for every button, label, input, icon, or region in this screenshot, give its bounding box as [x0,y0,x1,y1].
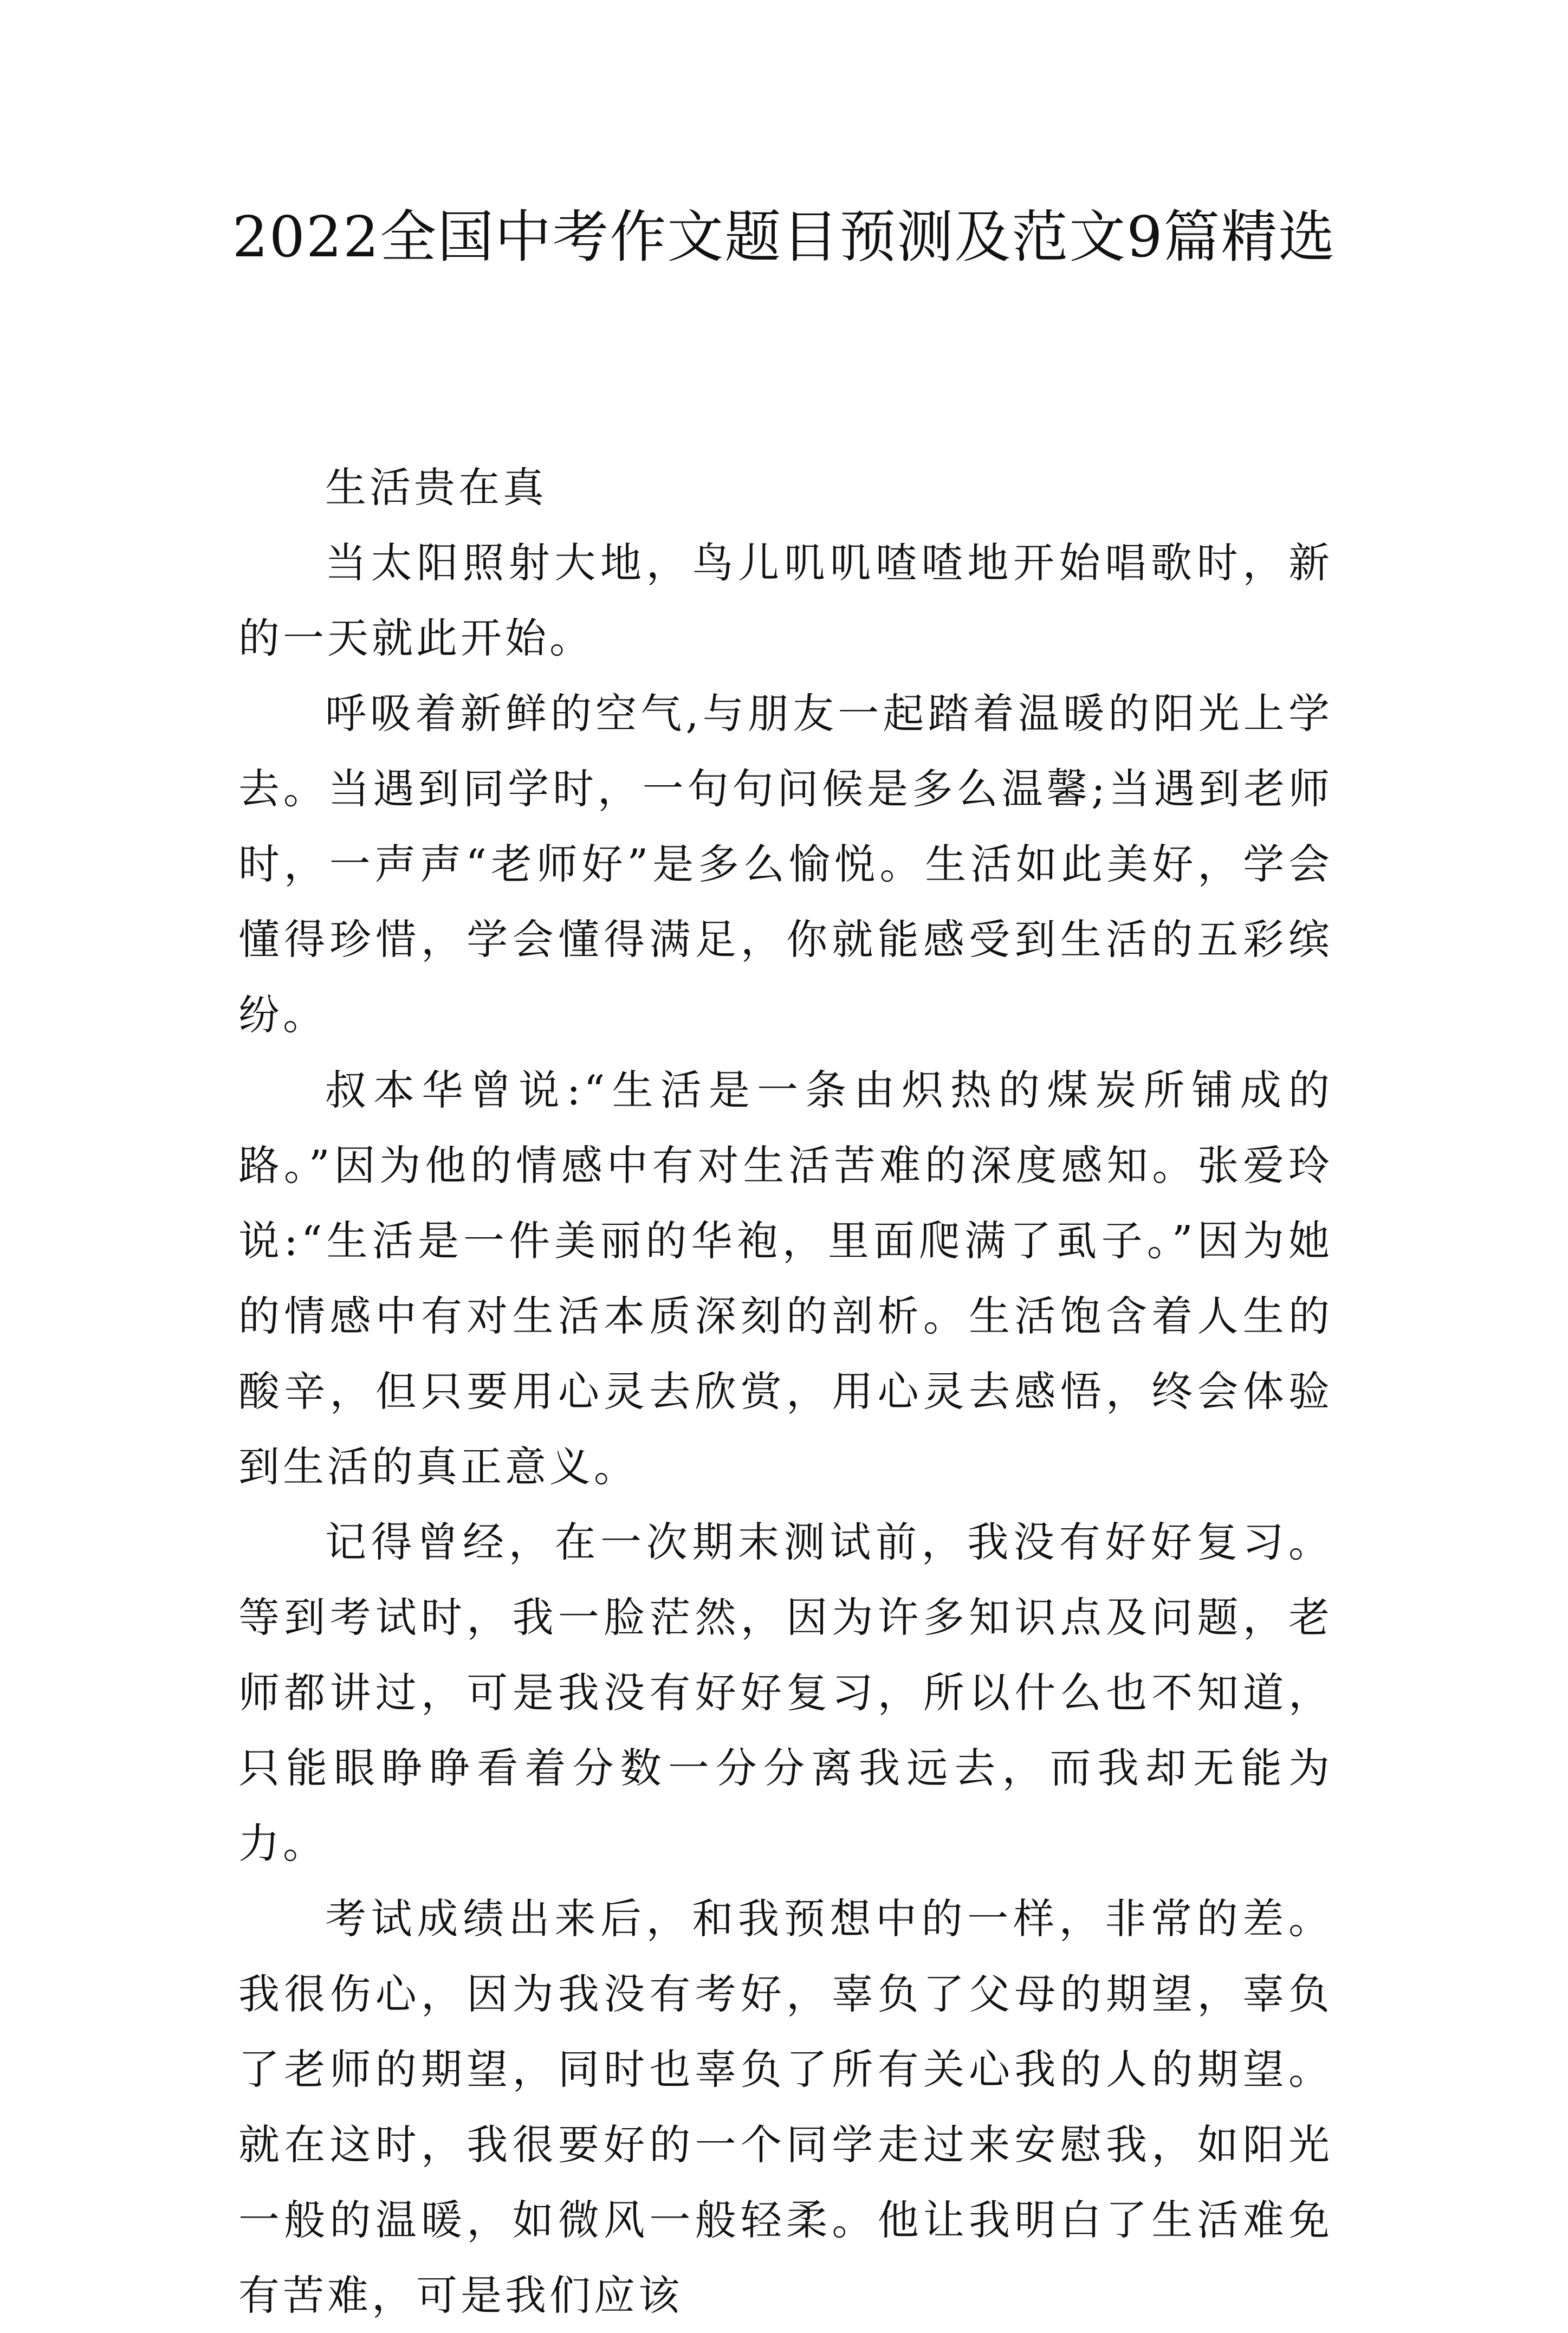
paragraph: 叔本华曾说:“生活是一条由炽热的煤炭所铺成的路。”因为他的情感中有对生活苦难的深度感知。张爱玲说:“生活是一件美丽的华袍，里面爬满了虱子。”因为她的情感中有对生活本质深刻的剖析。生活饱含着人生的酸辛，但只要用心灵去欣赏，用心灵去感悟，终会体验到生活的真正意义。 [238,1066,1333,1491]
document-title: 2022全国中考作文题目预测及范文9篇精选 [232,204,1336,270]
paragraph: 记得曾经，在一次期末测试前，我没有好好复习。等到考试时，我一脸茫然，因为许多知识点及问题，老师都讲过，可是我没有好好复习，所以什么也不知道，只能眼睁睁看着分数一分分离我远去，而我却无能为力。 [238,1518,1333,1867]
paragraph: 当太阳照射大地，鸟儿叽叽喳喳地开始唱歌时，新的一天就此开始。 [238,539,1333,662]
essay-heading: 生活贵在真 [325,463,547,512]
paragraph: 考试成绩出来后，和我预想中的一样，非常的差。我很伤心，因为我没有考好，辜负了父母的期望，辜负了老师的期望，同时也辜负了所有关心我的人的期望。就在这时，我很要好的一个同学走过来安慰我，如阳光一般的温暖，如微风一般轻柔。他让我明白了生活难免有苦难，可是我们应该 [238,1895,1333,2319]
document-body [238,450,1333,2333]
paragraph: 呼吸着新鲜的空气,与朋友一起踏着温暖的阳光上学去。当遇到同学时，一句句问候是多么温馨;当遇到老师时，一声声“老师好”是多么愉悦。生活如此美好，学会懂得珍惜，学会懂得满足，你就能感受到生活的五彩缤纷。 [238,689,1333,1039]
